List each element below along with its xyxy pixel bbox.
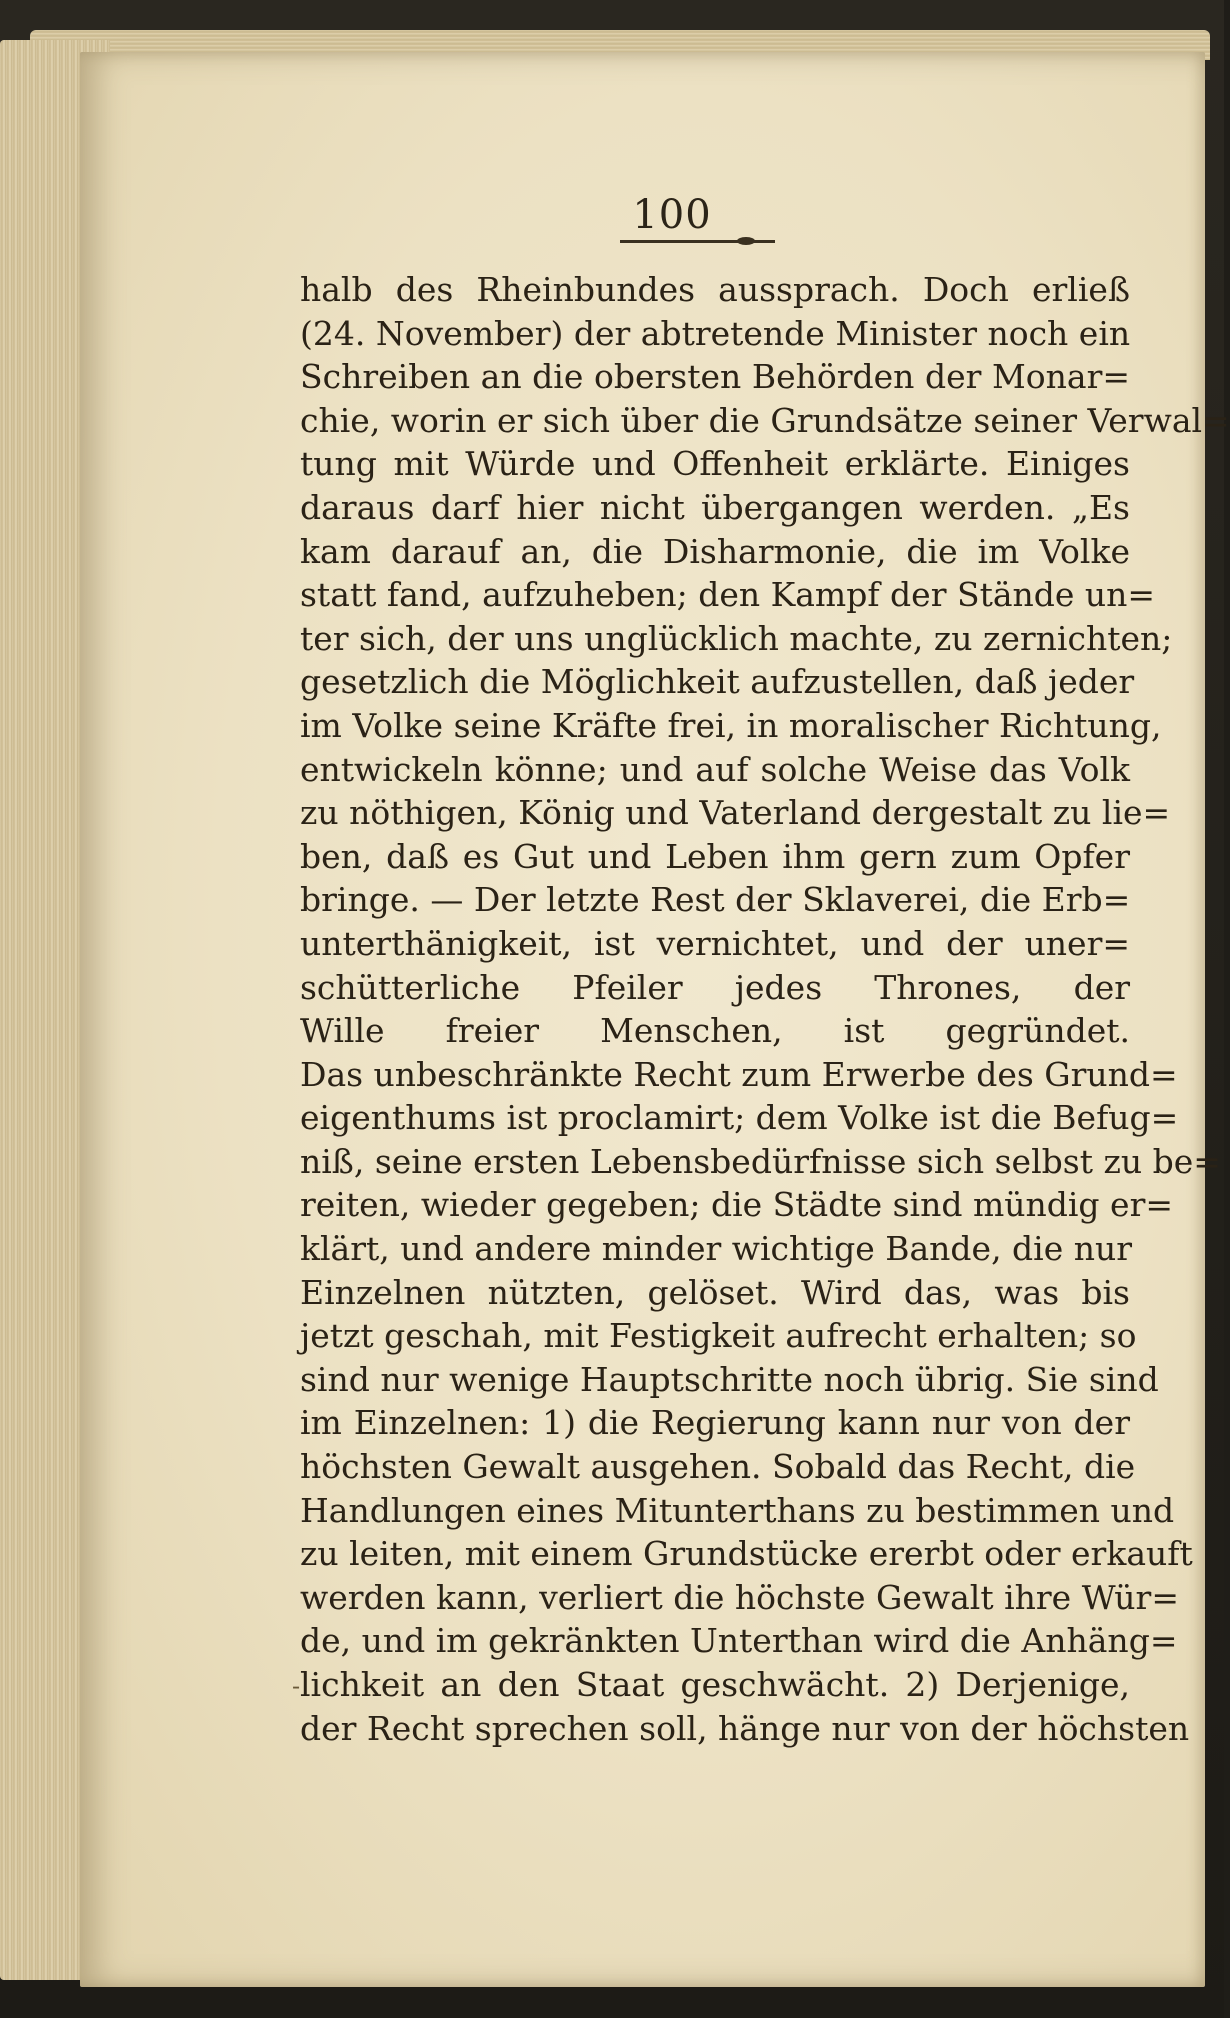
text-line: Schreiben an die obersten Behörden der Monar= — [300, 357, 1130, 397]
text-line: halb des Rheinbundes aussprach. Doch erließ — [300, 270, 1130, 309]
page-number: 100 — [632, 192, 712, 238]
text-line: der Recht sprechen soll, hänge nur von der höchsten — [300, 1708, 1190, 1748]
text-line: höchsten Gewalt ausgehen. Sobald das Recht, die — [300, 1447, 1136, 1487]
text-line: klärt, und andere minder wichtige Bande, die nur — [300, 1229, 1133, 1269]
text-line: unterthänigkeit, ist vernichtet, und der uner= — [300, 923, 1130, 963]
text-line: kam darauf an, die Disharmonie, die im Volke — [300, 531, 1130, 571]
margin-mark: - — [292, 1672, 301, 1700]
text-line: werden kann, verliert die höchste Gewalt ihre Wür= — [300, 1577, 1179, 1617]
text-line: (24. November) der abtretende Minister noch ein — [300, 313, 1131, 353]
text-line: sind nur wenige Hauptschritte noch übrig. Sie sind — [300, 1359, 1159, 1399]
text-line: zu leiten, mit einem Grundstücke ererbt oder erkauft — [300, 1534, 1193, 1574]
text-line: ben, daß es Gut und Leben ihm gern zum Opfer — [300, 836, 1130, 876]
text-line: lichkeit an den Staat geschwächt. 2) Derjenige, — [300, 1665, 1130, 1704]
text-line: im Volke seine Kräfte frei, in moralischer Richtung, — [300, 705, 1162, 745]
text-line: Einzelnen nützten, gelöset. Wird das, was bis — [300, 1272, 1130, 1312]
text-line: im Einzelnen: 1) die Regierung kann nur von der — [300, 1403, 1130, 1443]
text-line: schütterliche Pfeiler jedes Thrones, der — [300, 967, 1130, 1007]
text-line: niß, seine ersten Lebensbedürfnisse sich selbst zu be= — [300, 1141, 1221, 1181]
text-line: daraus darf hier nicht übergangen werden. „Es — [300, 487, 1130, 527]
text-line: bringe. — Der letzte Rest der Sklaverei, die Erb= — [300, 880, 1131, 920]
text-line: ter sich, der uns unglücklich machte, zu zernichten; — [300, 618, 1173, 658]
text-line: gesetzlich die Möglichkeit aufzustellen, daß jeder — [300, 662, 1135, 702]
text-line: Das unbeschränkte Recht zum Erwerbe des Grund= — [300, 1054, 1178, 1094]
header-rule — [620, 240, 775, 243]
text-line: entwickeln könne; und auf solche Weise das Volk — [300, 749, 1130, 789]
text-line: chie, worin er sich über die Grundsätze seiner Verwal= — [300, 400, 1230, 440]
page-body-text — [300, 268, 1230, 1750]
text-line: jetzt geschah, mit Festigkeit aufrecht erhalten; so — [300, 1316, 1137, 1356]
text-line: de, und im gekränkten Unterthan wird die Anhäng= — [300, 1621, 1178, 1661]
text-line: reiten, wieder gegeben; die Städte sind mündig er= — [300, 1185, 1174, 1225]
text-line: statt fand, aufzuheben; den Kampf der Stände un= — [300, 575, 1156, 615]
text-line: zu nöthigen, König und Vaterland dergestalt zu lie= — [300, 793, 1171, 833]
text-line: Handlungen eines Mitunterthans zu bestimmen und — [300, 1490, 1175, 1530]
text-line: tung mit Würde und Offenheit erklärte. Einiges — [300, 444, 1130, 484]
text-line: Wille freier Menschen, ist gegründet. — [300, 1011, 1130, 1051]
text-line: eigenthums ist proclamirt; dem Volke ist die Befug= — [300, 1098, 1179, 1138]
